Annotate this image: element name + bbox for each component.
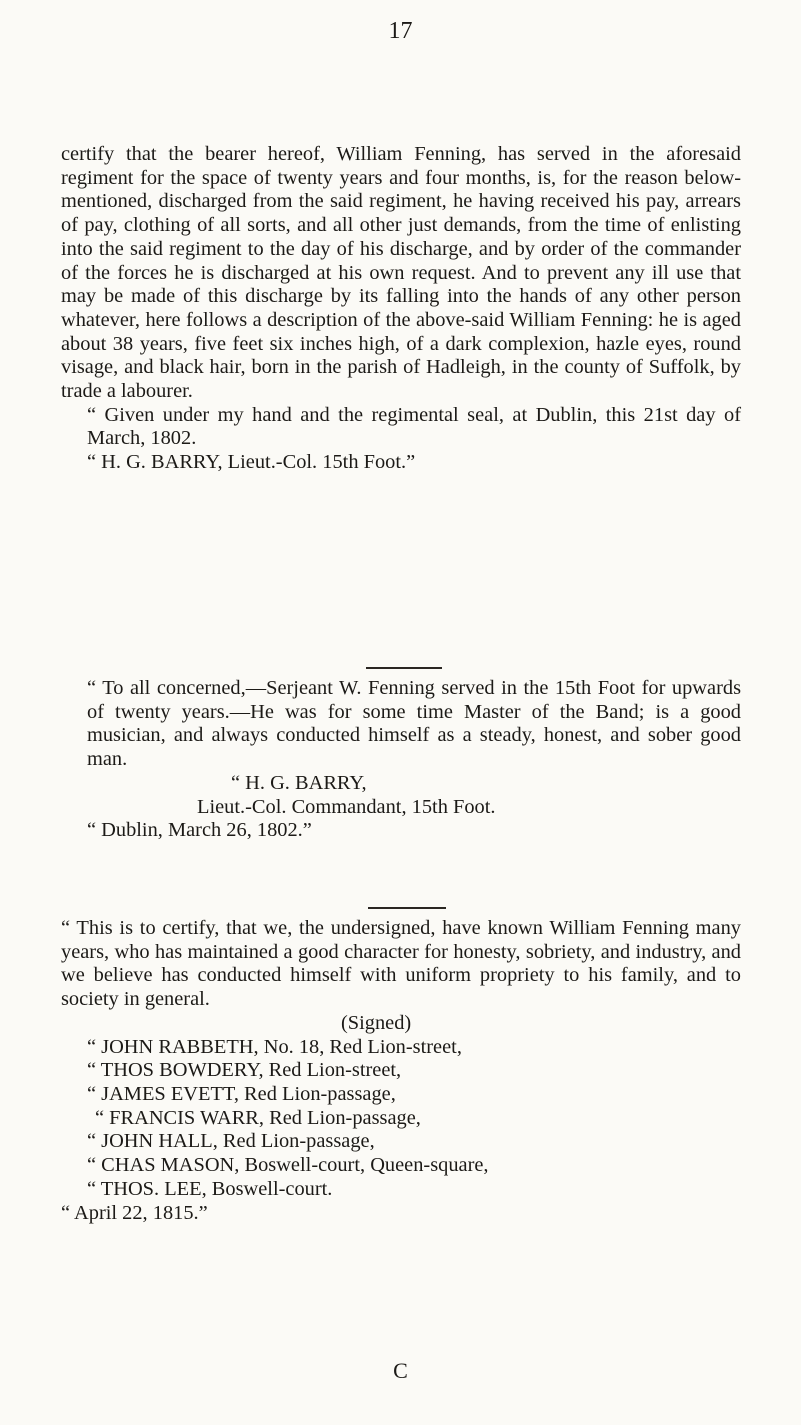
signatory: “ JAMES EVETT, Red Lion-passage, [87,1082,396,1105]
signatory: “ THOS BOWDERY, Red Lion-street, [87,1059,402,1082]
character-reference [61,917,741,1225]
reference-body: “ This is to certify, that we, the undersigned, have known William Fenning many years, who has maintained a good character for honesty, sobriety, and industry, and we believe has conducted himself with uniform propriety to his family, and to society in general. [61,917,741,1011]
page-number: 17 [388,18,413,44]
discharge-certificate [61,143,741,475]
signatory: “ JOHN HALL, Red Lion-passage, [87,1130,375,1153]
section-divider [366,667,442,669]
signatory: “ CHAS MASON, Boswell-court, Queen-square, [87,1153,489,1176]
testimonial-body: “ To all concerned,—Serjeant W. Fenning served in the 15th Foot for upwards of twenty years.—He was for some time Master of the Band; is a good musician, and always conducted himself as a steady, honest, and sober good man. [87,677,741,771]
signatory: “ FRANCIS WARR, Red Lion-passage, [95,1106,421,1129]
signatory: “ THOS. LEE, Boswell-court. [87,1177,333,1200]
signature-mark: C [393,1358,408,1383]
testimonial-rank: Lieut.-Col. Commandant, 15th Foot. [197,795,496,818]
certificate-given: “ Given under my hand and the regimental seal, at Dublin, this 21st day of March, 1802. [87,403,741,450]
testimonial-signer: “ H. G. BARRY, [231,771,367,794]
testimonial-place-date: “ Dublin, March 26, 1802.” [87,819,312,842]
certificate-signature: “ H. G. BARRY, Lieut.-Col. 15th Foot.” [87,451,416,474]
signatory-list [61,1036,741,1202]
testimonial [61,677,741,843]
signatory: “ JOHN RABBETH, No. 18, Red Lion-street, [87,1035,462,1058]
section-divider-2 [368,907,446,909]
certificate-body: certify that the bearer hereof, William Fenning, has served in the aforesaid regiment for the space of twenty years and four months, is, for the reason below-mentioned, discharged from the said regiment, he having received his pay, arrears of pay, clothing of all sorts, and all other just demands, from the time of enlisting into the said regiment to the day of his discharge, and by order of the commander of the forces he is discharged at his own request. And to prevent any ill use that may be made of this discharge by its falling into the hands of any other person whatever, here follows a description of the above-said William Fenning: he is aged about 38 years, five feet six inches high, of a dark complexion, hazle eyes, round visage, and black hair, born in the parish of Hadleigh, in the county of Suffolk, by trade a labourer. [61,143,741,403]
reference-date: “ April 22, 1815.” [61,1201,208,1224]
signed-label: (Signed) [341,1011,412,1034]
